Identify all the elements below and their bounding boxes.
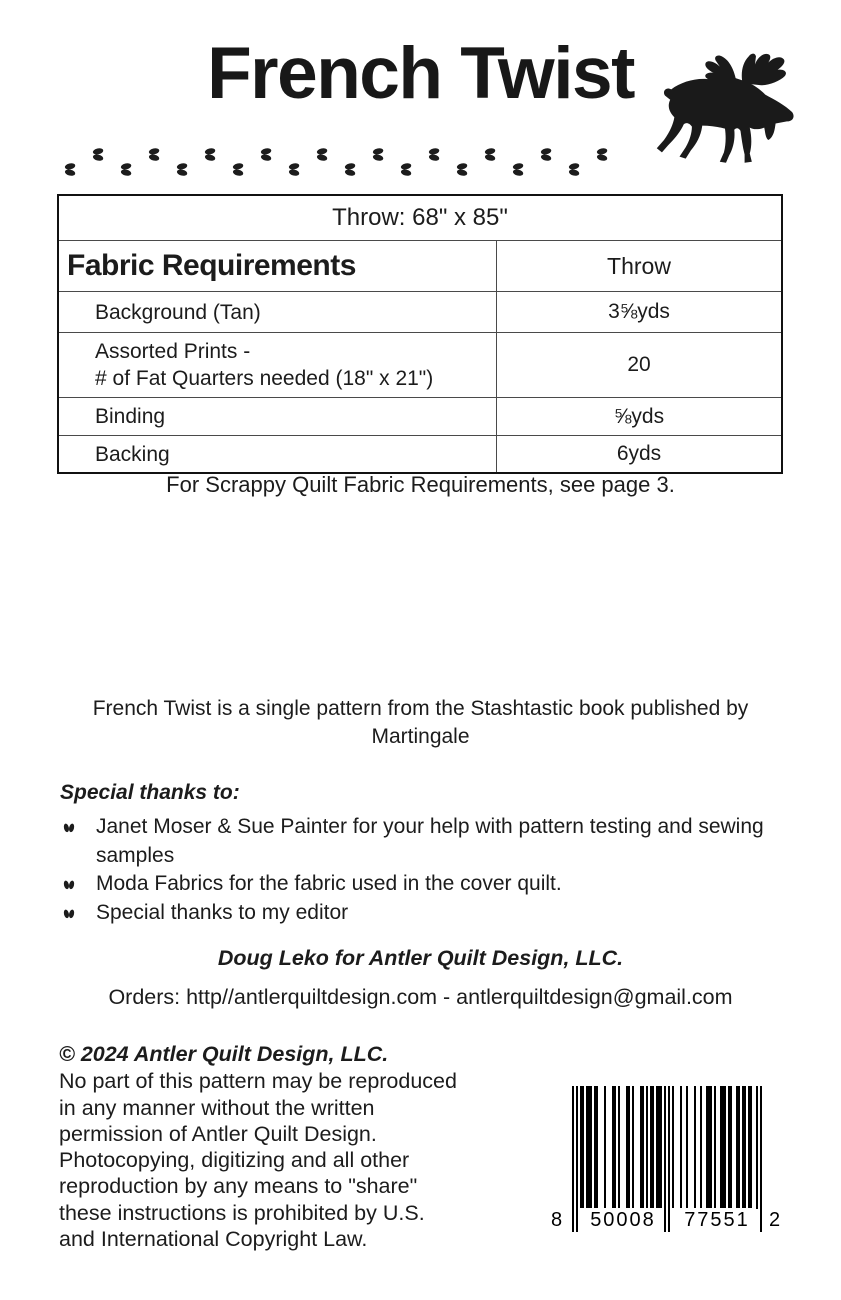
moose-hoofprint-icon (230, 161, 251, 178)
table-row (59, 332, 781, 397)
special-thanks-section (60, 781, 780, 927)
moose-hoofprint-icon (342, 161, 363, 178)
table-caption: Throw: 68" x 85" (332, 204, 508, 231)
moose-hoofprint-icon (314, 146, 335, 163)
page-title: French Twist (207, 33, 634, 114)
moose-hoofprint-icon (62, 819, 76, 836)
moose-hoofprint-icon (454, 161, 475, 178)
orders-line: Orders: http//antlerquiltdesign.com - antlerquiltdesign@gmail.com (108, 985, 733, 1009)
copyright-line: Photocopying, digitizing and all other (59, 1148, 410, 1173)
moose-hoofprint-icon (426, 146, 447, 163)
thanks-item: Moda Fabrics for the fabric used in the cover quilt. (60, 870, 776, 899)
hoofprint-track-row (62, 146, 627, 182)
thanks-list (60, 813, 780, 927)
moose-hoofprint-icon (146, 146, 167, 163)
row-value: ⅝yds (613, 404, 665, 428)
table-row (59, 397, 781, 435)
copyright-line: © 2024 Antler Quilt Design, LLC. (59, 1042, 389, 1066)
moose-hoofprint-icon (566, 161, 587, 178)
special-thanks-heading: Special thanks to: (60, 781, 240, 804)
copyright-line: in any manner without the written (59, 1095, 375, 1120)
fabric-requirements-header: Fabric Requirements (59, 241, 497, 291)
moose-hoofprint-icon (62, 161, 83, 178)
moose-hoofprint-icon (370, 146, 391, 163)
table-header-row (59, 240, 781, 291)
moose-hoofprint-icon (594, 146, 615, 163)
thanks-item: Special thanks to my editor (60, 899, 776, 928)
moose-hoofprint-icon (202, 146, 223, 163)
thanks-item: Janet Moser & Sue Painter for your help with pattern testing and sewing samples (60, 813, 776, 870)
moose-hoofprint-icon (510, 161, 531, 178)
moose-hoofprint-icon (62, 905, 76, 922)
row-value: 20 (627, 353, 651, 376)
moose-hoofprint-icon (398, 161, 419, 178)
table-row (59, 291, 781, 332)
upc-barcode (551, 1086, 783, 1248)
designer-credit: Doug Leko for Antler Quilt Design, LLC. (217, 946, 624, 970)
fabric-requirements-table (57, 194, 783, 474)
moose-hoofprint-icon (90, 146, 111, 163)
barcode-digit-group2: 77551 (676, 1209, 758, 1232)
row-value: 3⅝yds (608, 300, 670, 323)
book-note: French Twist is a single pattern from the Stashtastic book published by Martingale (92, 697, 749, 748)
moose-hoofprint-icon (482, 146, 503, 163)
copyright-line: No part of this pattern may be reproduced (59, 1069, 457, 1094)
moose-silhouette-icon (651, 46, 801, 170)
moose-hoofprint-icon (118, 161, 139, 178)
moose-hoofprint-icon (538, 146, 559, 163)
copyright-line: permission of Antler Quilt Design. (59, 1121, 377, 1146)
row-label: Binding (59, 398, 497, 435)
row-label: Backing (59, 436, 497, 472)
table-row (59, 435, 781, 472)
moose-hoofprint-icon (62, 876, 76, 893)
barcode-digit-left: 8 (551, 1209, 565, 1231)
throw-column-header: Throw (607, 252, 671, 279)
row-label: Background (Tan) (59, 292, 497, 332)
row-value: 6yds (616, 442, 662, 465)
row-label: Assorted Prints - # of Fat Quarters needed (18" x 21") (59, 333, 497, 397)
copyright-block (59, 1041, 529, 1252)
moose-hoofprint-icon (286, 161, 307, 178)
copyright-line: these instructions is prohibited by U.S. (59, 1200, 425, 1225)
moose-hoofprint-icon (258, 146, 279, 163)
barcode-digit-right: 2 (769, 1209, 783, 1231)
scrappy-note: For Scrappy Quilt Fabric Requirements, see page 3. (166, 472, 675, 497)
copyright-line: reproduction by any means to "share" (59, 1174, 418, 1199)
moose-hoofprint-icon (174, 161, 195, 178)
copyright-line: and International Copyright Law. (59, 1227, 368, 1252)
barcode-digit-group1: 50008 (582, 1209, 664, 1232)
